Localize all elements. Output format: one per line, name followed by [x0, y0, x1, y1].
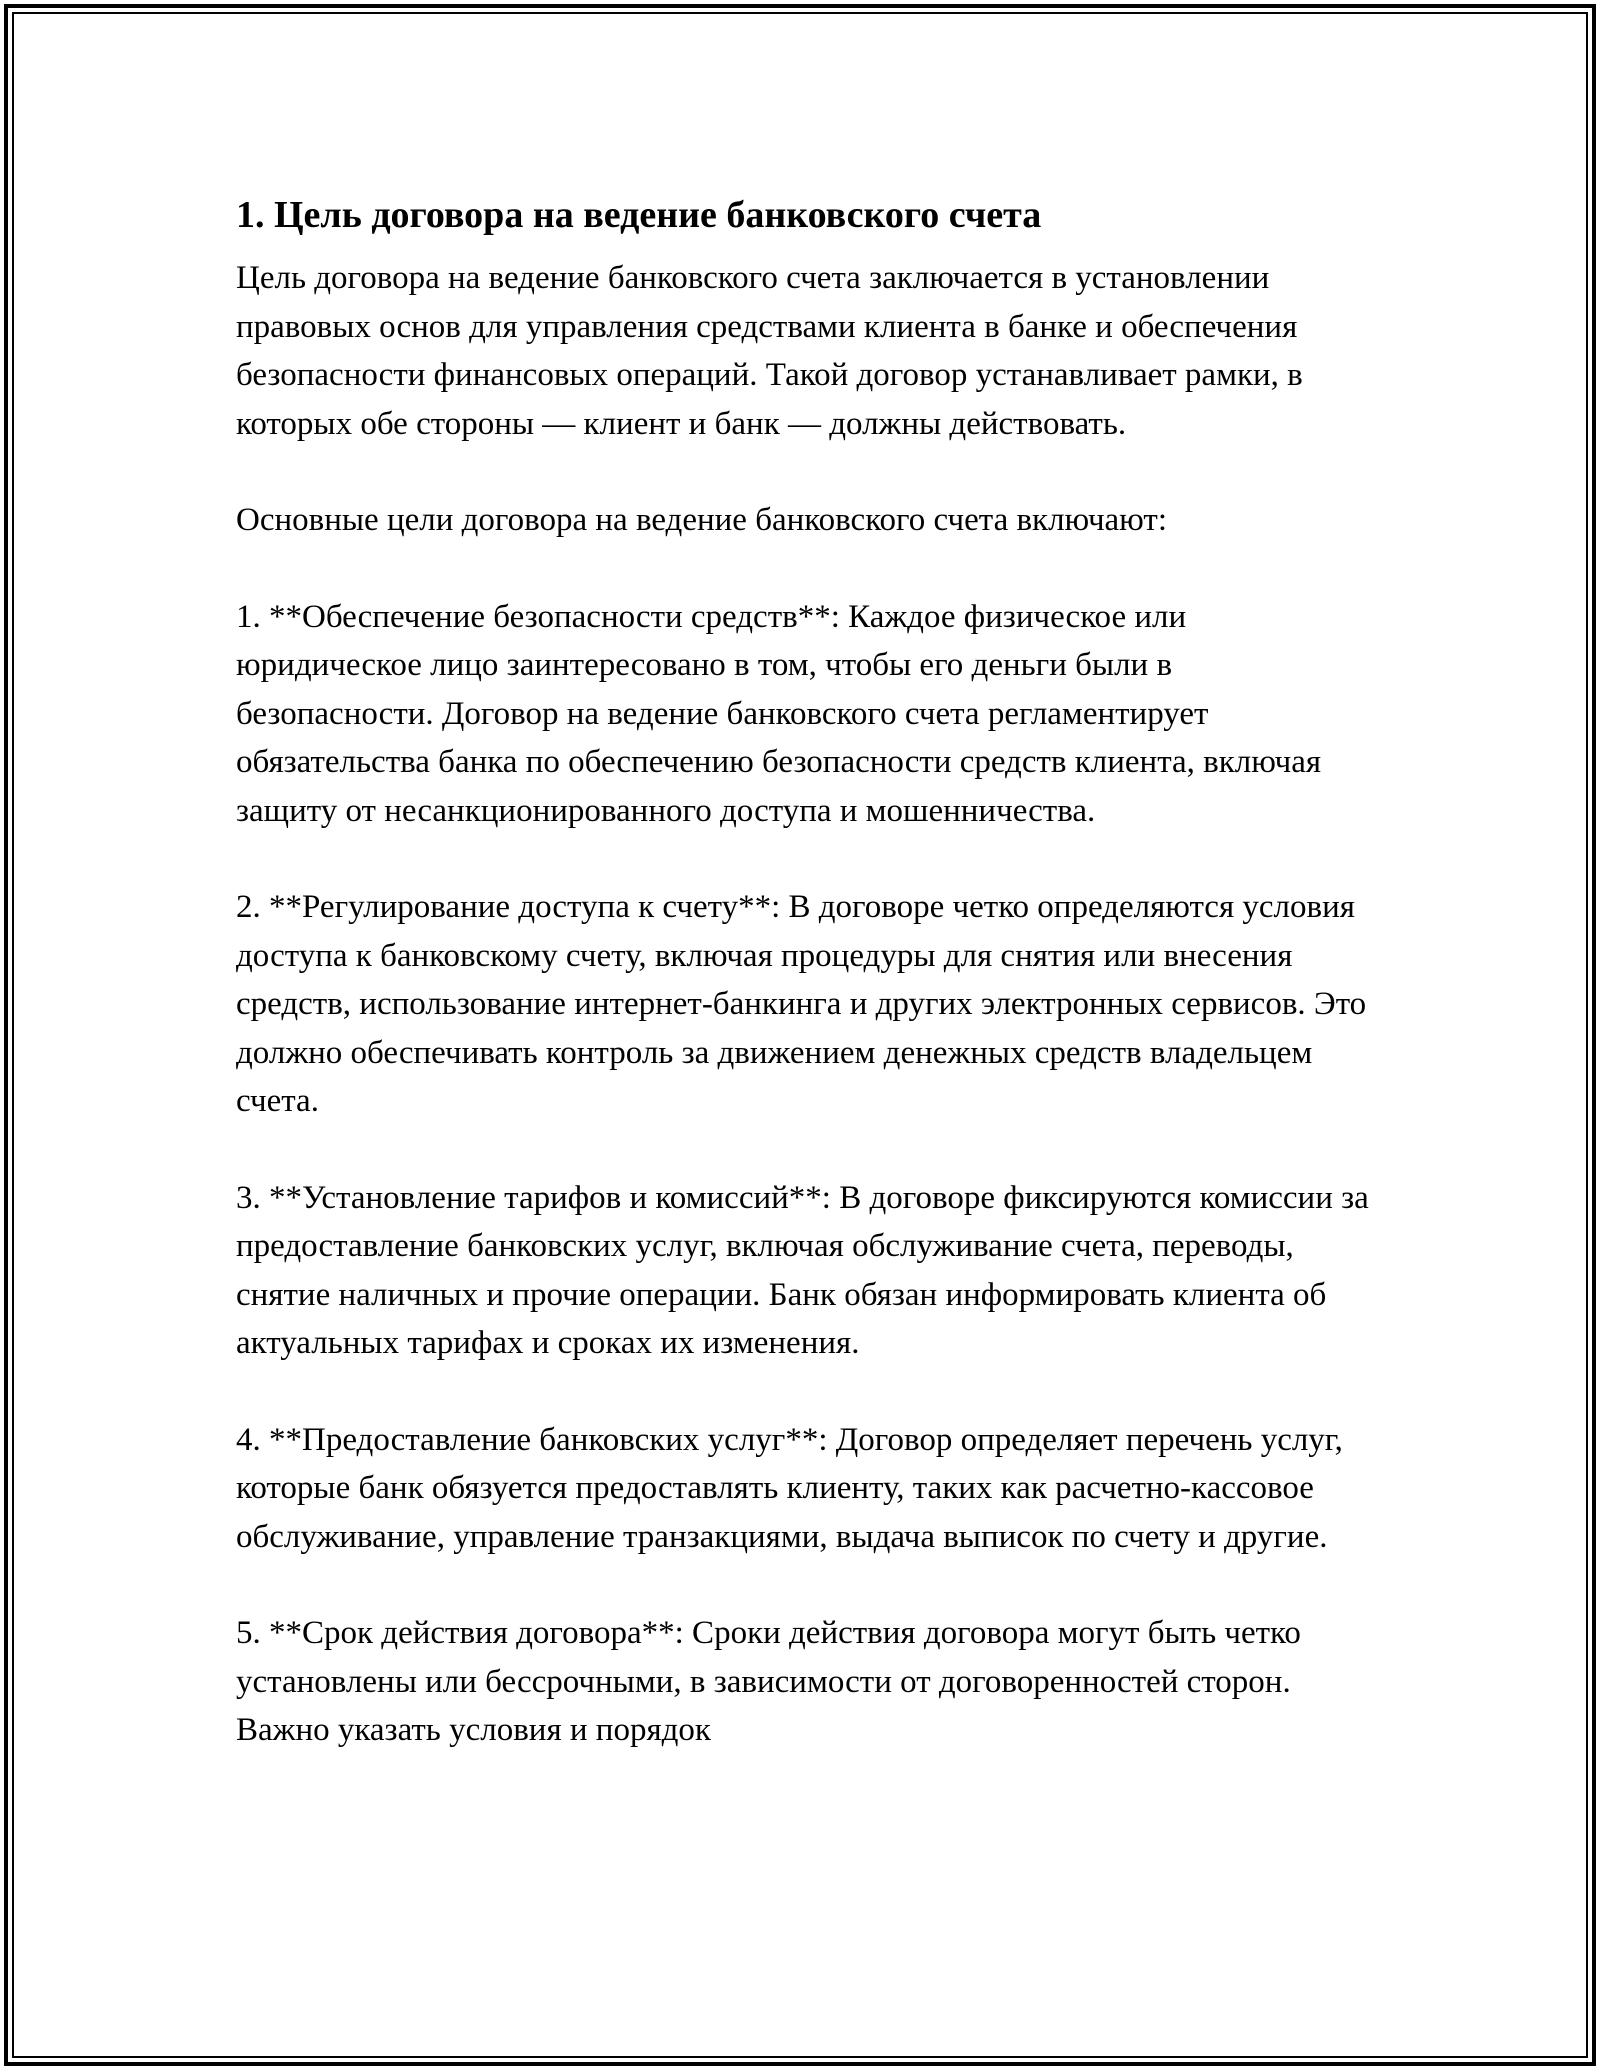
goal-item-3: 3. **Установление тарифов и комиссий**: В договоре фиксируются комиссии за предоставление банковских услуг, включая обслуживание счета, переводы, снятие наличных и прочие операции. Банк обязан информировать клиента об актуальных тарифах и сроках их изменения. [236, 1179, 1369, 1361]
goal-item-5: 5. **Срок действия договора**: Сроки действия договора могут быть четко установлены или бессрочными, в зависимости от договоренностей сторон. Важно указать условия и порядок [236, 1615, 1301, 1748]
goal-item-1: 1. **Обеспечение безопасности средств**: Каждое физическое или юридическое лицо заинтересовано в том, чтобы его деньги были в безопасности. Договор на ведение банковского счета регламентирует обязательства банка по обеспечению безопасности средств клиента, включая защиту от несанкционированного доступа и мошенничества. [236, 598, 1322, 829]
goal-item-4: 4. **Предоставление банковских услуг**: Договор определяет перечень услуг, которые банк обязуется предоставлять клиенту, таких как расчетно-кассовое обслуживание, управление транзакциями, выдача выписок по счету и другие. [236, 1421, 1343, 1555]
goals-lead-paragraph: Основные цели договора на ведение банковского счета включают: [236, 502, 1167, 538]
intro-paragraph: Цель договора на ведение банковского счета заключается в установлении правовых основ для управления средствами клиента в банке и обеспечения безопасности финансовых операций. Такой договор устанавливает рамки, в которых обе стороны — клиент и банк — должны действовать. [236, 260, 1303, 442]
goal-item-2: 2. **Регулирование доступа к счету**: В договоре четко определяются условия доступа к банковскому счету, включая процедуры для снятия или внесения средств, использование интернет-банкинга и других электронных сервисов. Это должно обеспечивать контроль за движением денежных средств владельцем счета. [236, 889, 1367, 1119]
section-title: 1. Цель договора на ведение банковского счета [236, 194, 1042, 236]
document-body [236, 186, 1376, 1803]
